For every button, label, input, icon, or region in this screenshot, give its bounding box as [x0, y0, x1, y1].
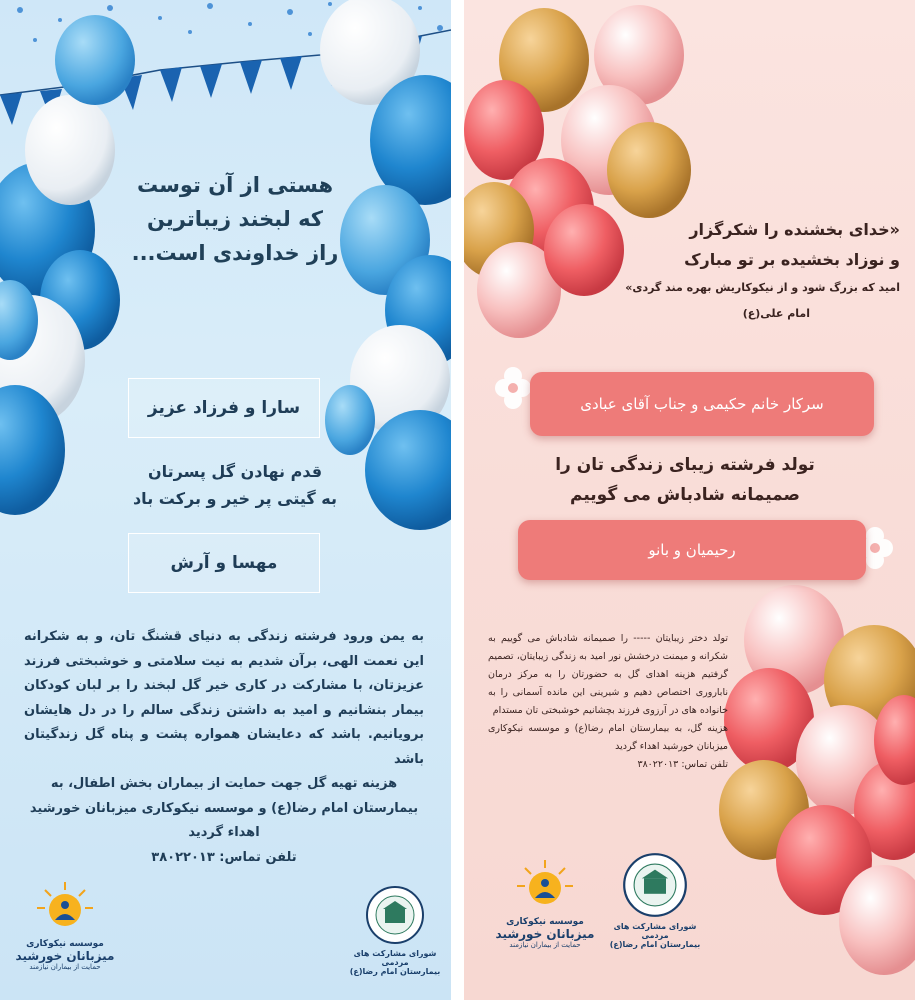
hospital-seal-icon	[622, 852, 688, 918]
blue-card	[0, 0, 451, 1000]
logo-line: شورای مشارکت های مردمی	[353, 949, 437, 967]
card-gap	[451, 0, 464, 1000]
pink-paragraph	[488, 630, 728, 774]
blue-title-line: که لبخند زیباترین	[146, 207, 324, 231]
logo-line: بیمارستان امام رضا(ع)	[349, 967, 441, 976]
mizbanan-logo-pink	[490, 858, 600, 949]
council-logo	[340, 885, 450, 976]
pink-paragraph-donation: هزینه گل، به بیمارستان امام رضا(ع) و موسسه نیکوکاری میزبانان خورشید اهداء گردید	[488, 723, 728, 752]
sender-banner: رحیمیان و بانو	[518, 520, 866, 580]
sun-logo-icon	[35, 880, 95, 935]
logo-line: میزبانان خورشید	[495, 927, 595, 941]
logo-line: موسسه نیکوکاری	[506, 917, 584, 927]
pink-paragraph-body: تولد دختر زیبایتان ----- را صمیمانه شادباش می گوییم به شکرانه و میمنت درخشش نور امید به زندگی زیبایتان، تصمیم گرفتیم هزینه اهدای گل به حضورتان را به مرکز درمان ناباروری اختصاص دهیم و شیرینی این مانده آسمانی را به خانواده های در آرزوی فرزند بچشانیم خوشبختی تان مستدام	[488, 633, 728, 716]
quote-small: امید که بزرگ شود و از نیکوکاریش بهره مند گردی»	[625, 281, 900, 294]
blue-paragraph-body: به یمن ورود فرشته زندگی به دنیای قشنگ تان، و به شکرانه این نعمت الهی، برآن شدیم به نیت سلامتی و خوشبختی فرزند عزیزتان، با مشارکت در کاری خیر گل لبخند را بر لبان کودکان بیمار بنشانیم و امید به داشتن زندگی سالم را در دل هایشان برویانیم. باشد که دعایشان همواره پشت و پناه گل زندگیتان باشد	[24, 629, 424, 767]
blue-congrats	[110, 458, 360, 512]
quote-author: امام علی(ع)	[742, 307, 810, 320]
pink-quote	[470, 215, 900, 327]
pink-congrats-line: تولد فرشته زیبای زندگی تان را	[555, 455, 815, 475]
blue-title-line: هستی از آن توست	[136, 173, 334, 197]
parents-banner: سرکار خانم حکیمی و جناب آقای عبادی	[530, 372, 874, 436]
council-logo-pink	[600, 852, 710, 949]
blue-title	[95, 168, 375, 270]
pink-phone: تلفن تماس: ۳۸۰۲۲۰۱۳	[637, 759, 728, 770]
pink-congrats	[470, 450, 900, 510]
blue-paragraph	[24, 625, 424, 870]
mizbanan-logo	[10, 880, 120, 971]
blue-title-line: راز خداوندی است...	[131, 241, 339, 265]
blue-paragraph-donation: هزینه تهیه گل جهت حمایت از بیماران بخش اطفال، به بیمارستان امام رضا(ع) و موسسه نیکوکاری میزبانان خورشید اهداء گردید	[29, 776, 419, 840]
logo-line: بیمارستان امام رضا(ع)	[609, 940, 701, 949]
pink-congrats-line: صمیمانه شادباش می گوییم	[570, 485, 800, 505]
logo-line: میزبانان خورشید	[15, 949, 115, 963]
sun-logo-icon	[515, 858, 575, 913]
logo-line: موسسه نیکوکاری	[26, 939, 104, 949]
blue-congrats-line: قدم نهادن گل پسرتان	[147, 462, 323, 481]
sender-name-box: مهسا و آرش	[128, 533, 320, 593]
hospital-seal-icon	[365, 885, 425, 945]
logo-line: حمایت از بیماران نیازمند	[509, 941, 581, 949]
quote-line: «خدای بخشنده را شکرگزار	[689, 220, 900, 239]
logo-line: شورای مشارکت های مردمی	[613, 922, 697, 940]
logo-line: حمایت از بیماران نیازمند	[29, 963, 101, 971]
blue-congrats-line: به گیتی پر خیر و برکت باد	[132, 489, 338, 508]
blue-phone: تلفن تماس: ۳۸۰۲۲۰۱۳	[151, 849, 297, 865]
quote-line: و نوزاد بخشیده بر تو مبارک	[684, 250, 900, 269]
parents-name-box: سارا و فرزاد عزیز	[128, 378, 320, 438]
